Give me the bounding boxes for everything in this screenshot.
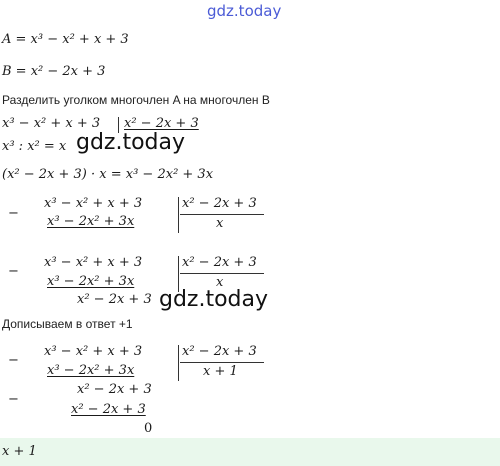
- answer-panel: [0, 438, 500, 466]
- block3-divisor: x² − 2x + 3: [182, 344, 257, 359]
- instruction-text: Разделить уголком многочлен A на многочлен B: [2, 93, 270, 107]
- answer-text: x + 1: [2, 444, 37, 459]
- step1-divisor: x² − 2x + 3: [124, 116, 199, 131]
- block2-quotient: x: [216, 275, 224, 290]
- polynomial-b: B = x² − 2x + 3: [2, 64, 106, 79]
- block3-minus-second: −: [8, 392, 19, 407]
- block1-quotient-line: [180, 214, 264, 215]
- block1-minus: −: [8, 206, 19, 221]
- block2-divisor: x² − 2x + 3: [182, 255, 257, 270]
- block3-quotient: x + 1: [203, 364, 238, 379]
- watermark-lower: gdz.today: [159, 287, 269, 312]
- block3-dividend: x³ − x² + x + 3: [44, 344, 143, 359]
- block3-subtrahend-second: x² − 2x + 3: [71, 402, 146, 417]
- block1-subtrahend: x³ − 2x² + 3x: [47, 214, 135, 229]
- block3-remainder: x² − 2x + 3: [77, 382, 152, 397]
- block1-division-bar: [178, 197, 179, 233]
- watermark-middle: gdz.today: [76, 130, 186, 155]
- block2-quotient-line: [180, 273, 264, 274]
- step1-dividend: x³ − x² + x + 3: [2, 116, 101, 131]
- step1-product: (x² − 2x + 3) · x = x³ − 2x² + 3x: [2, 167, 214, 182]
- block3-minus-first: −: [8, 353, 19, 368]
- block1-quotient: x: [216, 216, 224, 231]
- block1-dividend: x³ − x² + x + 3: [44, 196, 143, 211]
- polynomial-a: A = x³ − x² + x + 3: [2, 32, 129, 47]
- block2-minus: −: [8, 264, 19, 279]
- block2-dividend: x³ − x² + x + 3: [44, 255, 143, 270]
- block3-subtrahend: x³ − 2x² + 3x: [47, 363, 135, 378]
- block2-subtrahend: x³ − 2x² + 3x: [47, 274, 135, 289]
- watermark-top: gdz.today: [207, 2, 282, 20]
- step1-ratio: x³ : x² = x: [2, 139, 67, 154]
- block3-zero: 0: [144, 421, 153, 436]
- append-text: Дописываем в ответ +1: [2, 317, 133, 331]
- block2-remainder: x² − 2x + 3: [77, 292, 152, 307]
- block1-divisor: x² − 2x + 3: [182, 196, 257, 211]
- block3-division-bar: [178, 345, 179, 381]
- block3-quotient-line: [180, 362, 264, 363]
